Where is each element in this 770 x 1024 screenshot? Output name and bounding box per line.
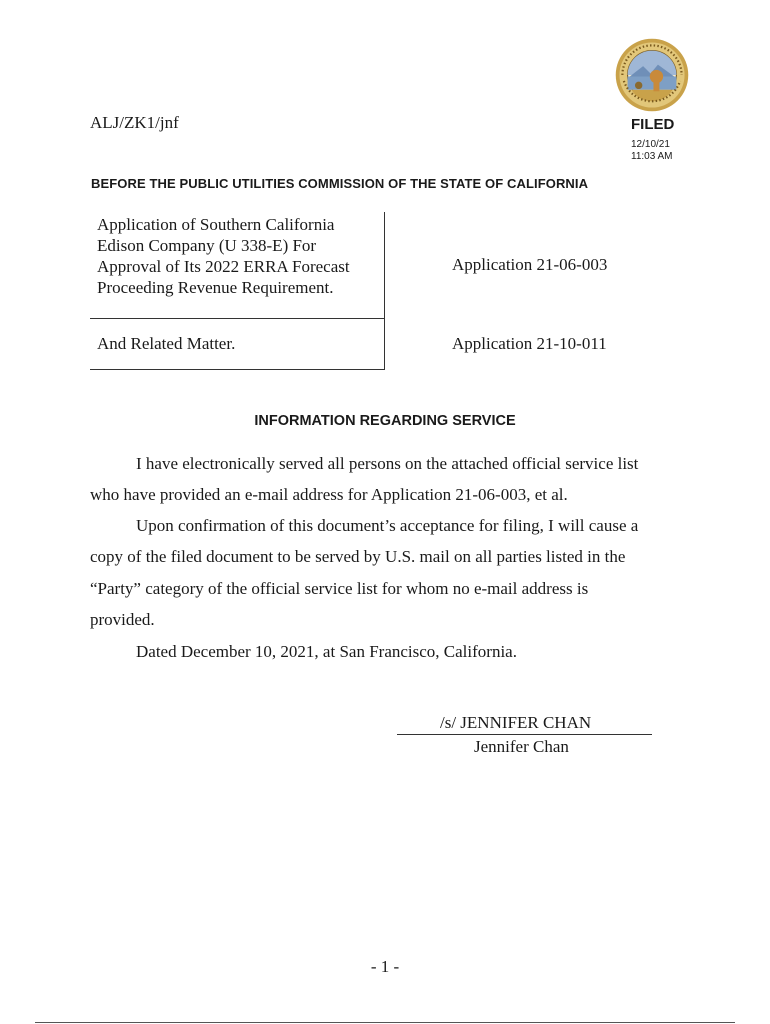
signature: /s/ JENNIFER CHAN — [440, 713, 592, 732]
filed-time: 11:03 AM — [631, 151, 673, 162]
body-line: who have provided an e-mail address for Application 21-06-003, et al. — [90, 485, 568, 504]
filed-date: 12/10/21 — [631, 139, 670, 150]
docket-code: ALJ/ZK1/jnf — [90, 113, 179, 132]
caption-line: Approval of Its 2022 ERRA Forecast — [97, 257, 350, 276]
filed-label: FILED — [631, 116, 675, 133]
related-matter: And Related Matter. — [97, 334, 236, 353]
application-number-2: Application 21-10-011 — [452, 334, 607, 353]
body-line: provided. — [90, 610, 155, 629]
caption-application-text — [97, 214, 382, 298]
body-line: I have electronically served all persons on the attached official service list — [136, 454, 639, 473]
signer-name: Jennifer Chan — [474, 737, 569, 756]
body-line: Upon confirmation of this document’s acceptance for filing, I will cause a — [136, 516, 639, 535]
filed-stamp — [631, 116, 674, 163]
caption-line: Edison Company (U 338-E) For — [97, 236, 317, 255]
body-line: copy of the filed document to be served by U.S. mail on all parties listed in the — [90, 547, 626, 566]
caption-line: Application of Southern California — [97, 215, 335, 234]
caption-rule-1 — [90, 318, 385, 319]
caption-vertical-rule — [384, 212, 385, 370]
signature-rule — [397, 734, 652, 735]
body-line: “Party” category of the official service list for whom no e-mail address is — [90, 579, 589, 598]
commission-title: BEFORE THE PUBLIC UTILITIES COMMISSION OF THE STATE OF CALIFORNIA — [91, 176, 589, 191]
page-bottom-rule — [35, 1022, 735, 1023]
caption-rule-2 — [90, 369, 385, 370]
dated-line: Dated December 10, 2021, at San Francisco, California. — [136, 642, 517, 661]
page-number: - 1 - — [370, 957, 400, 976]
california-seal-icon — [615, 38, 689, 112]
caption-line: Proceeding Revenue Requirement. — [97, 278, 334, 297]
application-number-1: Application 21-06-003 — [452, 255, 608, 274]
section-heading: INFORMATION REGARDING SERVICE — [254, 413, 516, 429]
